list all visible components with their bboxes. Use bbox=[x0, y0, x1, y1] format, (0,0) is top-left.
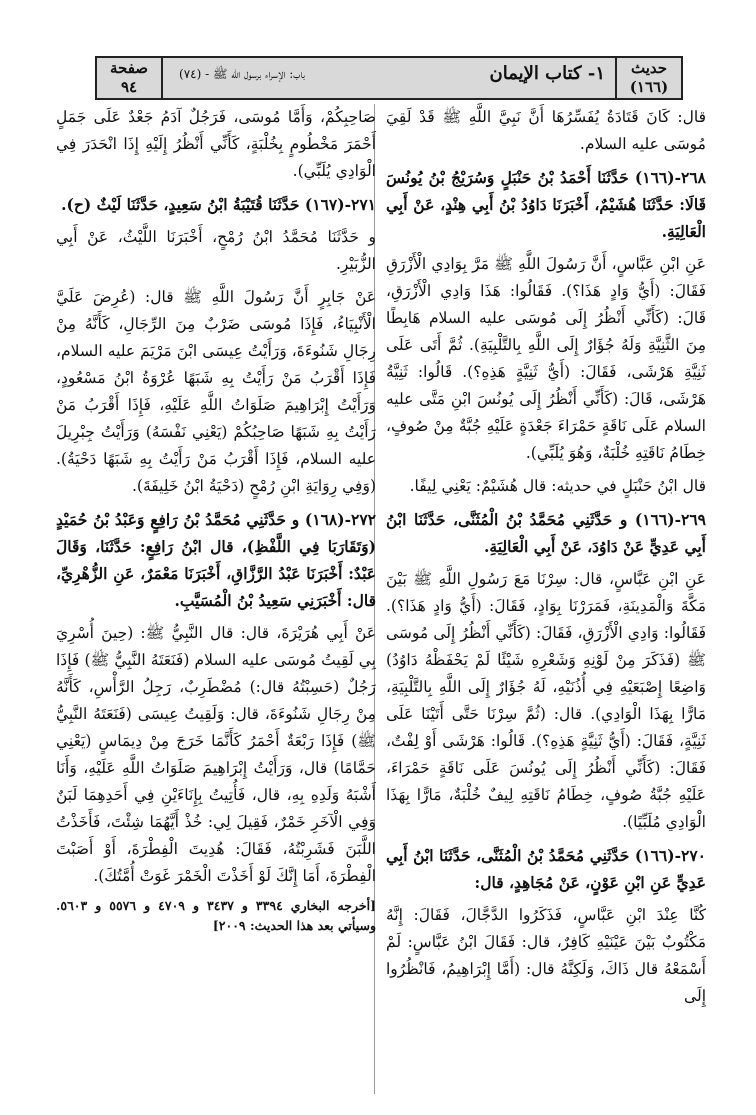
chapter-title: (٧٤) - باب: الإسراء برسول الله ﷺ bbox=[179, 67, 305, 81]
paragraph: قال: كَانَ قَتَادَةُ يُفَسِّرُهَا أَنَّ نَبِيَّ اللَّهِ ﷺ قَدْ لَقِيَ مُوسَى عليه السلام. bbox=[386, 108, 706, 153]
paragraph: كُنَّا عِنْدَ ابْنِ عَبَّاسٍ، فَذَكَرُوا الدَّجَّالَ، فَقَالَ: إِنَّهُ مَكْتُوبٌ بَيْنَ عَيْنَيْهِ كَافِرٌ، قال: فَقَالَ ابْنُ عَبَّاسٍ: لَمْ أَسْمَعْهُ قال ذَاكَ، وَلَكِنَّهُ قال: (أَمَّا إِبْرَاهِيمُ، فَانْظُرُوا إِلَى bbox=[386, 906, 706, 1005]
header-title-bar bbox=[163, 58, 615, 98]
paragraph: صَاحِبِكُمْ، وَأَمَّا مُوسَى، فَرَجُلٌ آدَمُ جَعْدٌ عَلَى جَمَلٍ أَحْمَرَ مَخْطُومٍ بِخُلْبَةٍ، كَأَنِّي أَنْظُرُ إِلَيْهِ إِذَا انْحَدَرَ فِي الْوَادِي يُلَبِّي). bbox=[56, 108, 376, 180]
page-number-box bbox=[97, 58, 163, 98]
hadith-label: حديث bbox=[630, 59, 668, 77]
hadith-chain: ٢٧١-(١٦٧) حَدَّثَنَا قُتَيْبَةُ ابْنُ سَعِيدٍ، حَدَّثَنَا لَيْثٌ (ح). bbox=[61, 195, 376, 214]
page-body bbox=[56, 104, 706, 1094]
page-header bbox=[95, 56, 683, 100]
paragraph: و حَدَّثَنَا مُحَمَّدُ ابْنُ رُمْحٍ، أَخْبَرَنَا اللَّيْثُ، عَنْ أَبِي الزُّبَيْرِ. bbox=[56, 228, 376, 273]
hadith-chain: ٢٧٢-(١٦٨) و حَدَّثَنِي مُحَمَّدُ بْنُ رَافِعٍ وَعَبْدُ بْنُ حُمَيْدٍ (وَتَقَارَبَا فِي اللَّفْظِ)، قال ابْنُ رَافِعٍ: حَدَّثَنَا، وَقَالَ عَبْدٌ: أَخْبَرَنَا عَبْدُ الرَّزَّاقِ، أَخْبَرَنَا مَعْمَرٌ، عَنِ الزُّهْرِيِّ، قال: أَخْبَرَنِي سَعِيدُ بْنُ الْمُسَيَّبِ. bbox=[56, 510, 376, 610]
hadith-number: (١٦٦) bbox=[629, 78, 669, 96]
hadith-chain: ٢٧٠-(١٦٦) حَدَّثَنِي مُحَمَّدُ بْنُ الْمُثَنَّى، حَدَّثَنَا ابْنُ أَبِي عَدِيٍّ عَنِ ابْنِ عَوْنٍ، عَنْ مُجَاهِدٍ، قال: bbox=[386, 846, 706, 892]
paragraph: قال ابْنُ حَنْبَلٍ في حديثه: قال هُشَيْمٌ: يَعْنِي لِيفًا. bbox=[409, 477, 706, 495]
left-column bbox=[56, 104, 376, 942]
page-label: صفحة bbox=[109, 59, 149, 77]
hadith-chain: ٢٦٨-(١٦٦) حَدَّثَنَا أَحْمَدُ بْنُ حَنْبَلٍ وَسُرَيْجُ بْنُ يُونُسَ قَالَا: حَدَّثَنَا هُشَيْمٌ، أَخْبَرَنَا دَاوُدُ بْنُ أَبِي هِنْدٍ، عَنْ أَبِي الْعَالِيَةِ. bbox=[386, 168, 706, 241]
paragraph: عَنْ أَبِي هُرَيْرَةَ، قال: قال النَّبِيُّ ﷺ: (حِينَ أُسْرِيَ بِي لَقِيتُ مُوسَى عليه السلام (فَنَعَتَهُ النَّبِيُّ ﷺ) فَإِذَا رَجُلٌ (حَسِبْتُهُ قال:) مُضْطَرِبٌ، رَجِلُ الرَّأْسِ، كَأَنَّهُ مِنْ رِجَالِ شَنُوءَةَ، قال: وَلَقِيتُ عِيسَى (فَنَعَتَهُ النَّبِيُّ ﷺ) فَإِذَا رَبْعَةٌ أَحْمَرُ كَأَنَّمَا خَرَجَ مِنْ دِيمَاسٍ (يَعْنِي حَمَّامًا) قال، وَرَأَيْتُ إِبْرَاهِيمَ صَلَوَاتُ اللَّهِ عَلَيْهِ، وَأَنَا أَشْبَهُ وَلَدِهِ بِهِ، قال، فَأُتِيتُ بِإِنَاءَيْنِ فِي أَحَدِهِمَا لَبَنٌ وَفِي الْآخَرِ خَمْرٌ، فَقِيلَ لِي: خُذْ أَيَّهُمَا شِئْتَ، فَأَخَذْتُ اللَّبَنَ فَشَرِبْتُهُ، فَقَالَ: هُدِيتَ الْفِطْرَةَ، أَوْ أَصَبْتَ الْفِطْرَةَ، أَمَا إِنَّكَ لَوْ أَخَذْتَ الْخَمْرَ غَوَتْ أُمَّتُكَ). bbox=[56, 624, 376, 885]
paragraph: عَنِ ابْنِ عَبَّاسٍ، أَنَّ رَسُولَ اللَّهِ ﷺ مَرَّ بِوَادِي الْأَزْرَقِ فَقَالَ: (أَيُّ وَادٍ هَذَا؟). فَقَالُوا: هَذَا وَادِي الْأَزْرَقِ، قَالَ: (كَأَنِّي أَنْظُرُ إِلَى مُوسَى عليه السلام هَابِطًا مِنَ الثَّنِيَّةِ وَلَهُ جُؤَارٌ إِلَى اللَّهِ بِالتَّلْبِيَةِ). ثُمَّ أَتَى عَلَى ثَنِيَّةِ هَرْشَى، فَقَالَ: (أَيُّ ثَنِيَّةٍ هَذِهِ؟). قَالُوا: ثَنِيَّةُ هَرْشَى، قَالَ: (كَأَنِّي أَنْظُرُ إِلَى يُونُسَ ابْنِ مَتَّى عليه السلام عَلَى نَاقَةٍ حَمْرَاءَ جَعْدَةٍ عَلَيْهِ جُبَّةٌ مِنْ صُوفٍ، خِطَامُ نَاقَتِهِ خُلْبَةٌ، وَهُوَ يُلَبِّي). bbox=[386, 255, 706, 462]
footnote: [أخرجه البخاري ٣٣٩٤ و ٣٤٣٧ و ٤٧٠٩ و ٥٥٧٦ و ٥٦٠٣. وسيأتي بعد هذا الحديث: ٢٠٠٩] bbox=[56, 898, 376, 933]
page-number: ٩٤ bbox=[120, 78, 138, 96]
right-column bbox=[386, 104, 706, 1016]
hadith-number-box bbox=[615, 58, 681, 98]
hadith-chain: ٢٦٩-(١٦٦) و حَدَّثَنِي مُحَمَّدُ بْنُ الْمُثَنَّى، حَدَّثَنَا ابْنُ أَبِي عَدِيٍّ عَنْ دَاوُدَ، عَنْ أَبِي الْعَالِيَةِ. bbox=[386, 510, 706, 556]
book-title: ١- كتاب الإيمان bbox=[489, 63, 605, 84]
paragraph: عَنْ جَابِرٍ أَنَّ رَسُولَ اللَّهِ ﷺ قال: (عُرِضَ عَلَيَّ الْأَنْبِيَاءُ، فَإِذَا مُوسَى ضَرْبٌ مِنَ الرِّجَالِ، كَأَنَّهُ مِنْ رِجَالِ شَنُوءَةَ، وَرَأَيْتُ عِيسَى ابْنَ مَرْيَمَ عليه السلام، فَإِذَا أَقْرَبُ مَنْ رَأَيْتُ بِهِ شَبَهًا عُرْوَةُ ابْنُ مَسْعُودٍ، وَرَأَيْتُ إِبْرَاهِيمَ صَلَوَاتُ اللَّهِ عَلَيْهِ، فَإِذَا أَقْرَبُ مَنْ رَأَيْتُ بِهِ شَبَهًا صَاحِبُكُمْ (يَعْنِي نَفْسَهُ) وَرَأَيْتُ جِبْرِيلَ عليه السلام، فَإِذَا أَقْرَبُ مَنْ رَأَيْتُ بِهِ شَبَهًا دَحْيَةُ). (وَفِي رِوَايَةِ ابْنِ رُمْحٍ (دَحْيَةُ ابْنُ خَلِيفَةَ). bbox=[56, 288, 376, 495]
paragraph: عَنِ ابْنِ عَبَّاسٍ، قال: سِرْنَا مَعَ رَسُولِ اللَّهِ ﷺ بَيْنَ مَكَّةَ وَالْمَدِينَةِ، فَمَرَرْنَا بِوَادٍ، فَقَالَ: (أَيُّ وَادٍ هَذَا؟). فَقَالُوا: وَادِي الْأَزْرَقِ، فَقَالَ: (كَأَنِّي أَنْظُرُ إِلَى مُوسَى ﷺ (فَذَكَرَ مِنْ لَوْنِهِ وَشَعْرِهِ شَيْئًا لَمْ يَحْفَظْهُ دَاوُدُ) وَاضِعًا إِصْبَعَيْهِ فِي أُذُنَيْهِ، لَهُ جُؤَارٌ إِلَى اللَّهِ بِالتَّلْبِيَةِ، مَارًّا بِهَذَا الْوَادِي). قال: (ثُمَّ سِرْنَا حَتَّى أَتَيْنَا عَلَى ثَنِيَّةٍ، فَقَالَ: (أَيُّ ثَنِيَّةٍ هَذِهِ؟). قَالُوا: هَرْشَى أَوْ لِفْتٌ، فَقَالَ: (كَأَنِّي أَنْظُرُ إِلَى يُونُسَ عَلَى نَاقَةٍ حَمْرَاءَ، عَلَيْهِ جُبَّةُ صُوفٍ، خِطَامُ نَاقَتِهِ لِيفٌ خُلْبَةٌ، مَارًّا بِهَذَا الْوَادِي مُلَبِّيًا). bbox=[386, 570, 706, 831]
